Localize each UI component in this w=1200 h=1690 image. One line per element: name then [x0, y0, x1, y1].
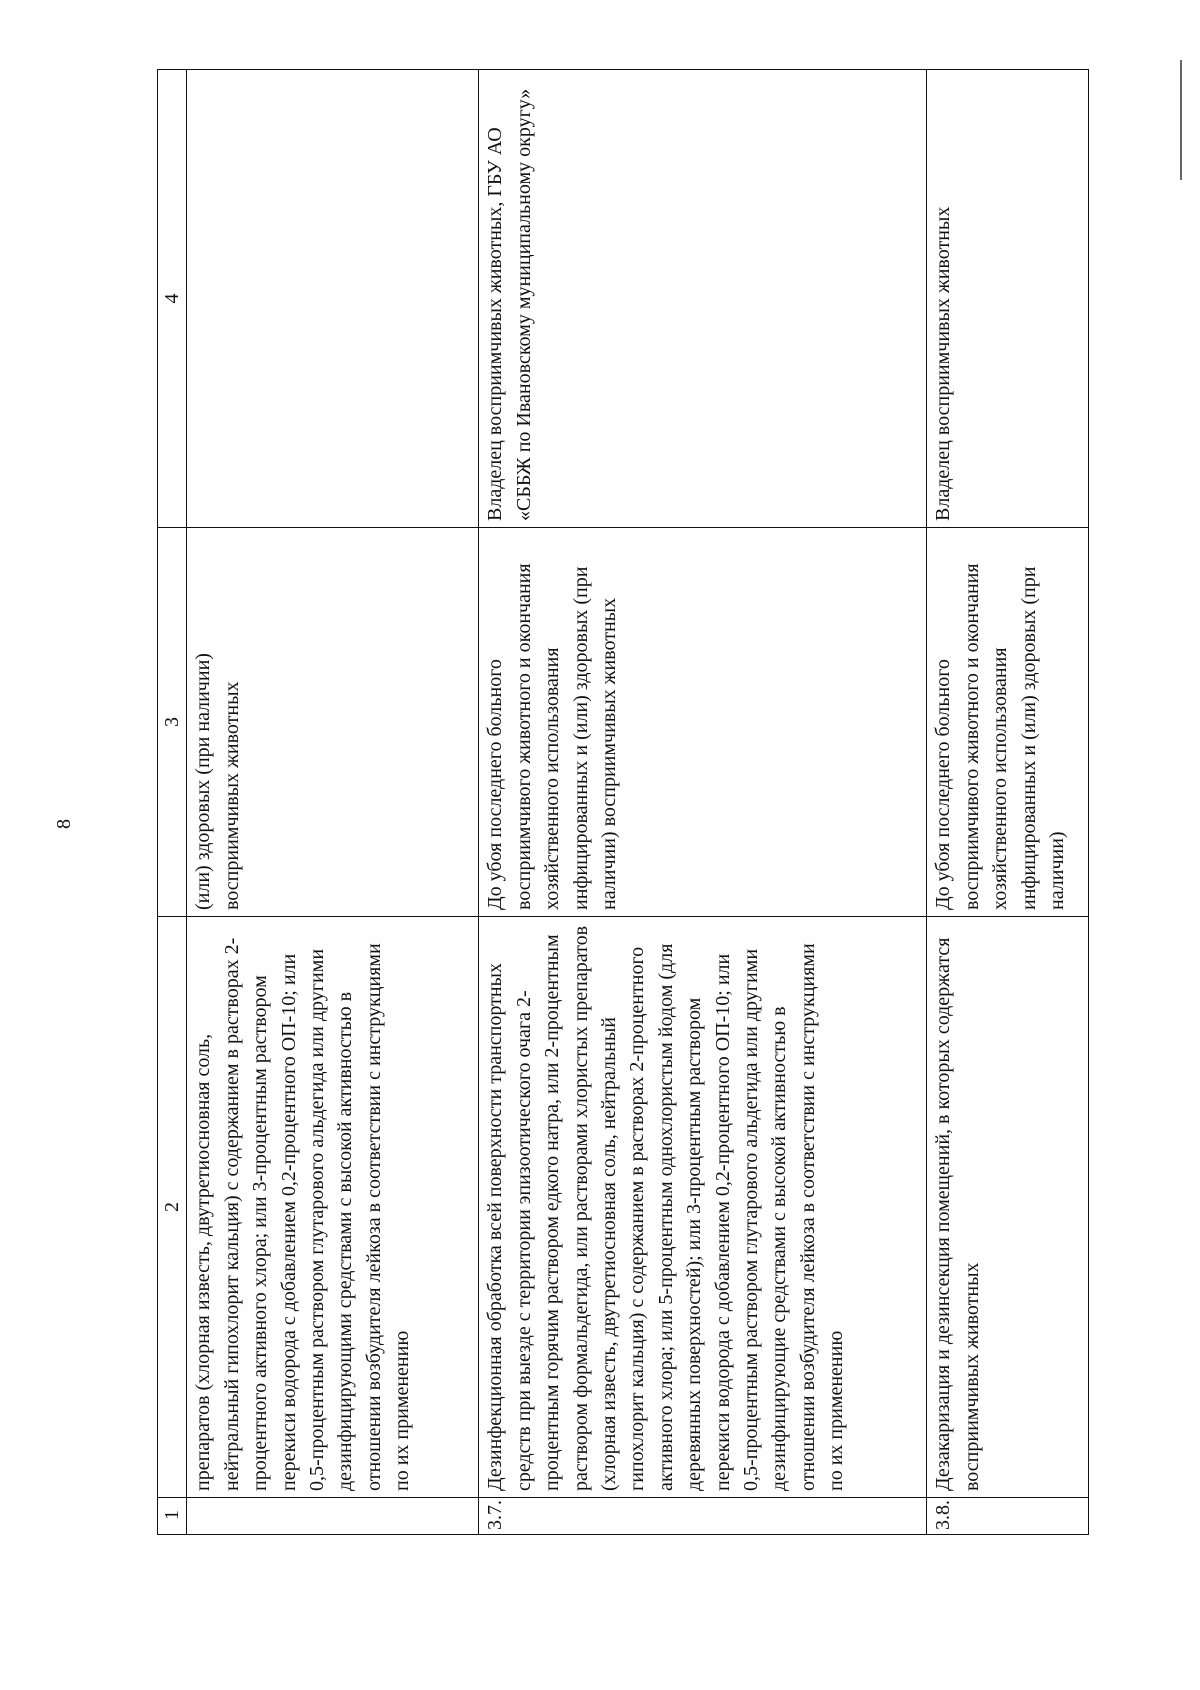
responsible-cell: Владелец восприимчивых животных, ГБУ АО «СББЖ по Ивановскому муниципальному округу» — [479, 70, 927, 528]
page-number: 8 — [53, 819, 75, 829]
header-col-2: 2 — [158, 917, 187, 1498]
rotated-table-container — [157, 80, 1089, 1535]
deadline-cell: До убоя последнего больного восприимчивого животного и окончания хозяйственного использования инфицированных и (или) здоровых (при наличии) — [927, 528, 1089, 917]
table-row-continuation — [187, 70, 479, 1535]
scan-edge-mark — [1180, 60, 1182, 180]
header-col-4: 4 — [158, 70, 187, 528]
header-col-3: 3 — [158, 528, 187, 917]
deadline-cell: До убоя последнего больного восприимчивого животного и окончания хозяйственного использования инфицированных и (или) здоровых (при наличии) восприимчивых животных — [479, 528, 927, 917]
header-col-1: 1 — [158, 1498, 187, 1535]
responsible-cell: Владелец восприимчивых животных — [927, 70, 1089, 528]
row-number — [187, 1498, 479, 1535]
table-row-3-8 — [927, 70, 1089, 1535]
measure-cell: препаратов (хлорная известь, двутретиосновная соль, нейтральный гипохлорит кальция) с содержанием в растворах 2-процентного активного хлора; или 3-процентным раствором перекиси водорода с добавлением 0,2-процентного ОП-10; или 0,5-процентным раствором глутарового альдегида или другими дезинфицирующими средствами с высокой активностью в отношении возбудителя лейкоза в соответствии с инструкциями по их применению — [187, 917, 479, 1498]
measure-cell: Дезакаризация и дезинсекция помещений, в которых содержатся восприимчивых животных — [927, 917, 1089, 1498]
row-number: 3.8. — [927, 1498, 1089, 1535]
measure-cell: Дезинфекционная обработка всей поверхности транспортных средств при выезде с территории эпизоотического очага 2-процентным горячим раствором едкого натра, или 2-процентным раствором формальдегида, или растворами хлористых препаратов (хлорная известь, двутретиосновная соль, нейтральный гипохлорит кальция) с содержанием в растворах 2-процентного активного хлора; или 5-процентным однохлористым йодом (для деревянных поверхностей); или 3-процентным раствором перекиси водорода с добавлением 0,2-процентного ОП-10; или 0,5-процентным раствором глутарового альдегида или другими дезинфицирующие средствами с высокой активностью в отношении возбудителя лейкоза в соответствии с инструкциями по их применению — [479, 917, 927, 1498]
row-number: 3.7. — [479, 1498, 927, 1535]
table-header-row — [158, 70, 187, 1535]
table-row-3-7 — [479, 70, 927, 1535]
measures-table — [157, 69, 1089, 1535]
deadline-cell: (или) здоровых (при наличии) восприимчивых животных — [187, 528, 479, 917]
responsible-cell — [187, 70, 479, 528]
